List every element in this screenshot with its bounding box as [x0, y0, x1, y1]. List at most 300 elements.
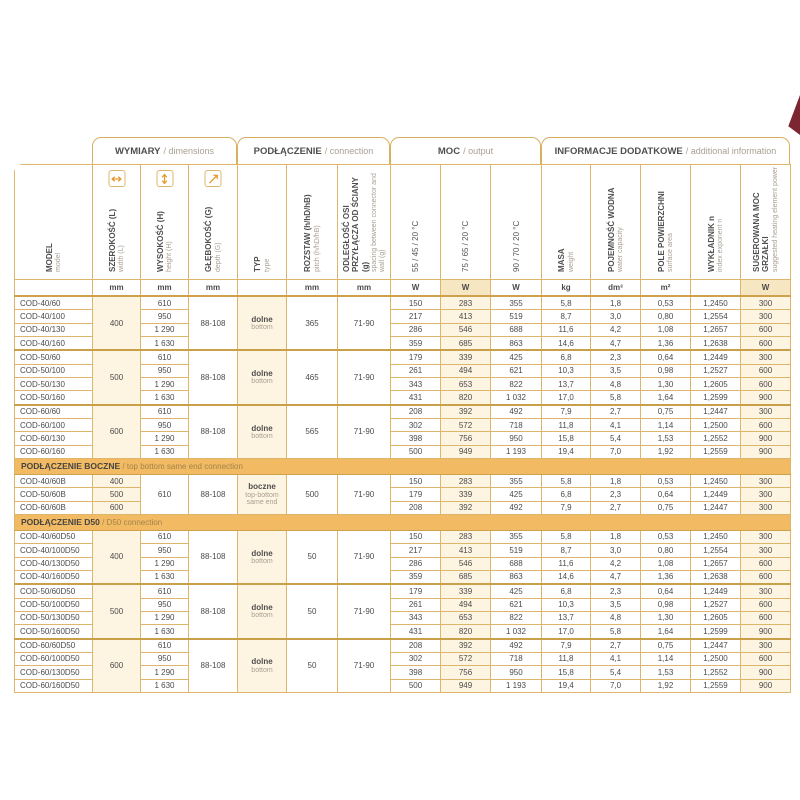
value-cell: 11,6 — [542, 323, 591, 336]
value-cell: 179 — [391, 350, 441, 364]
model-cell: COD-60/60 — [15, 405, 93, 419]
model-cell: COD-50/130D50 — [15, 611, 93, 624]
type-cell: dolne bottom — [238, 405, 287, 459]
model-cell: COD-40/100D50 — [15, 544, 93, 557]
width-cell: 600 — [93, 405, 141, 459]
group-header-output — [390, 137, 541, 164]
height-cell: 1 630 — [141, 570, 189, 584]
value-cell: 8,7 — [542, 310, 591, 323]
value-cell: 0,80 — [641, 310, 691, 323]
value-cell: 494 — [441, 598, 491, 611]
rotated-header-text: POJEMNOŚĆ WODNA water capacity — [606, 187, 625, 272]
group-subtitle: / dimensions — [163, 146, 215, 156]
value-cell: 1,2449 — [691, 350, 741, 364]
height-cell: 610 — [141, 584, 189, 598]
value-cell: 500 — [391, 445, 441, 458]
height-cell: 610 — [141, 474, 189, 514]
value-cell: 492 — [491, 639, 542, 653]
group-header-connection — [237, 137, 390, 164]
value-cell: 950 — [491, 666, 542, 679]
height-cell: 950 — [141, 544, 189, 557]
model-cell: COD-50/100D50 — [15, 598, 93, 611]
unit-cell-width: mm — [93, 280, 141, 297]
value-cell: 685 — [441, 336, 491, 350]
model-cell: COD-40/160D50 — [15, 570, 93, 584]
section-band-row — [15, 458, 791, 474]
value-cell: 5,8 — [591, 391, 641, 405]
rotated-header-text: MASA weight — [557, 248, 575, 272]
value-cell: 7,9 — [542, 639, 591, 653]
section-band: PODŁĄCZENIE D50 / D50 connection — [15, 514, 791, 530]
value-cell: 283 — [441, 530, 491, 543]
value-cell: 11,8 — [542, 652, 591, 665]
value-cell: 5,8 — [542, 296, 591, 310]
value-cell: 2,7 — [591, 405, 641, 419]
table-row — [15, 296, 791, 310]
value-cell: 1,2500 — [691, 652, 741, 665]
type-cell: boczne top-bottom same end — [238, 474, 287, 514]
value-cell: 4,1 — [591, 652, 641, 665]
value-cell: 300 — [741, 639, 791, 653]
type-cell: dolne bottom — [238, 530, 287, 584]
value-cell: 1,08 — [641, 557, 691, 570]
value-cell: 150 — [391, 474, 441, 487]
value-cell: 300 — [741, 310, 791, 323]
unit-cell-heater: W — [741, 280, 791, 297]
model-cell: COD-60/160D50 — [15, 679, 93, 692]
spacing-cell: 71-90 — [338, 405, 391, 459]
height-cell: 1 630 — [141, 391, 189, 405]
pitch-cell: 565 — [287, 405, 338, 459]
value-cell: 413 — [441, 310, 491, 323]
value-cell: 300 — [741, 405, 791, 419]
value-cell: 1,2447 — [691, 405, 741, 419]
value-cell: 179 — [391, 488, 441, 501]
model-cell: COD-50/60B — [15, 488, 93, 501]
width-cell: 600 — [93, 501, 141, 514]
value-cell: 0,53 — [641, 474, 691, 487]
units-row — [15, 280, 791, 297]
value-cell: 3,0 — [591, 310, 641, 323]
value-cell: 2,7 — [591, 639, 641, 653]
value-cell: 208 — [391, 639, 441, 653]
value-cell: 208 — [391, 405, 441, 419]
group-header-dimensions — [92, 137, 237, 164]
column-header-area — [641, 165, 691, 280]
value-cell: 261 — [391, 364, 441, 377]
value-cell: 1,53 — [641, 666, 691, 679]
column-header-depth — [189, 165, 238, 280]
value-cell: 11,6 — [542, 557, 591, 570]
value-cell: 0,75 — [641, 501, 691, 514]
rotated-header-text: GŁĘBOKOŚĆ (G) depth (G) — [204, 206, 222, 272]
value-cell: 718 — [491, 418, 542, 431]
group-title: MOC — [437, 145, 461, 157]
value-cell: 217 — [391, 544, 441, 557]
value-cell: 5,4 — [591, 666, 641, 679]
value-cell: 1,2527 — [691, 364, 741, 377]
value-cell: 900 — [741, 666, 791, 679]
unit-cell-pitch: mm — [287, 280, 338, 297]
value-cell: 653 — [441, 611, 491, 624]
value-cell: 863 — [491, 570, 542, 584]
group-title: INFORMACJE DODATKOWE — [554, 145, 683, 157]
column-header-t55 — [391, 165, 441, 280]
value-cell: 355 — [491, 296, 542, 310]
value-cell: 431 — [391, 391, 441, 405]
model-cell: COD-60/60D50 — [15, 639, 93, 653]
value-cell: 822 — [491, 377, 542, 390]
value-cell: 339 — [441, 488, 491, 501]
height-cell: 950 — [141, 310, 189, 323]
value-cell: 900 — [741, 445, 791, 458]
height-cell: 610 — [141, 350, 189, 364]
pitch-cell: 365 — [287, 296, 338, 350]
unit-cell-depth: mm — [189, 280, 238, 297]
value-cell: 302 — [391, 418, 441, 431]
value-cell: 14,6 — [542, 570, 591, 584]
group-subtitle: / connection — [324, 146, 374, 156]
height-cell: 950 — [141, 418, 189, 431]
rotated-header-text: MODEL model — [44, 243, 63, 272]
value-cell: 863 — [491, 336, 542, 350]
rotated-header-text: WYKŁADNIK n index exponent n — [706, 216, 725, 272]
value-cell: 1,2500 — [691, 418, 741, 431]
value-cell: 2,3 — [591, 584, 641, 598]
height-cell: 610 — [141, 405, 189, 419]
value-cell: 1,2554 — [691, 310, 741, 323]
width-cell: 400 — [93, 474, 141, 487]
value-cell: 494 — [441, 364, 491, 377]
spec-table — [14, 164, 791, 693]
value-cell: 0,98 — [641, 364, 691, 377]
value-cell: 300 — [741, 350, 791, 364]
height-cell: 1 290 — [141, 432, 189, 445]
value-cell: 425 — [491, 584, 542, 598]
table-row — [15, 501, 791, 514]
value-cell: 600 — [741, 598, 791, 611]
height-cell: 950 — [141, 598, 189, 611]
value-cell: 1,2527 — [691, 598, 741, 611]
model-cell: COD-60/130D50 — [15, 666, 93, 679]
depth-cell: 88-108 — [189, 350, 238, 404]
value-cell: 4,7 — [591, 570, 641, 584]
unit-cell-t90: W — [491, 280, 542, 297]
value-cell: 600 — [741, 377, 791, 390]
unit-cell-type — [238, 280, 287, 297]
value-cell: 546 — [441, 323, 491, 336]
model-cell: COD-40/130D50 — [15, 557, 93, 570]
value-cell: 822 — [491, 611, 542, 624]
column-header-spacing — [338, 165, 391, 280]
value-cell: 492 — [491, 405, 542, 419]
value-cell: 1,92 — [641, 679, 691, 692]
value-cell: 14,6 — [542, 336, 591, 350]
value-cell: 600 — [741, 323, 791, 336]
value-cell: 621 — [491, 364, 542, 377]
width-cell: 500 — [93, 584, 141, 638]
value-cell: 500 — [391, 679, 441, 692]
value-cell: 8,7 — [542, 544, 591, 557]
value-cell: 4,8 — [591, 611, 641, 624]
value-cell: 0,98 — [641, 598, 691, 611]
group-subtitle: / output — [463, 146, 494, 156]
value-cell: 1,14 — [641, 652, 691, 665]
value-cell: 13,7 — [542, 611, 591, 624]
pitch-cell: 465 — [287, 350, 338, 404]
value-cell: 900 — [741, 432, 791, 445]
height-cell: 1 290 — [141, 557, 189, 570]
value-cell: 7,0 — [591, 679, 641, 692]
column-header-model — [15, 165, 93, 280]
value-cell: 1,64 — [641, 625, 691, 639]
value-cell: 1,2447 — [691, 639, 741, 653]
spacing-cell: 71-90 — [338, 584, 391, 638]
value-cell: 359 — [391, 336, 441, 350]
rotated-header-text: SZEROKOŚĆ (L) width (L) — [107, 208, 126, 272]
type-cell: dolne bottom — [238, 350, 287, 404]
value-cell: 300 — [741, 296, 791, 310]
width-cell: 400 — [93, 530, 141, 584]
value-cell: 718 — [491, 652, 542, 665]
model-cell: COD-40/60D50 — [15, 530, 93, 543]
section-band: PODŁĄCZENIE BOCZNE / top bottom same end connection — [15, 458, 791, 474]
value-cell: 572 — [441, 418, 491, 431]
depth-arrow-icon — [205, 170, 222, 187]
value-cell: 900 — [741, 625, 791, 639]
value-cell: 4,2 — [591, 557, 641, 570]
value-cell: 300 — [741, 474, 791, 487]
value-cell: 1,2638 — [691, 570, 741, 584]
model-cell: COD-50/160 — [15, 391, 93, 405]
unit-cell-exponent — [691, 280, 741, 297]
rotated-header-text: 90 / 70 / 20 °C — [511, 220, 521, 272]
value-cell: 688 — [491, 557, 542, 570]
unit-cell-t75: W — [441, 280, 491, 297]
value-cell: 0,53 — [641, 530, 691, 543]
value-cell: 1,14 — [641, 418, 691, 431]
value-cell: 3,5 — [591, 364, 641, 377]
model-cell: COD-50/100 — [15, 364, 93, 377]
value-cell: 1,2657 — [691, 323, 741, 336]
value-cell: 688 — [491, 323, 542, 336]
value-cell: 17,0 — [542, 625, 591, 639]
value-cell: 546 — [441, 557, 491, 570]
value-cell: 653 — [441, 377, 491, 390]
value-cell: 0,75 — [641, 405, 691, 419]
value-cell: 179 — [391, 584, 441, 598]
column-header-width — [93, 165, 141, 280]
value-cell: 1,2599 — [691, 625, 741, 639]
value-cell: 600 — [741, 418, 791, 431]
value-cell: 2,3 — [591, 488, 641, 501]
height-cell: 1 290 — [141, 323, 189, 336]
table-row — [15, 488, 791, 501]
value-cell: 1,2559 — [691, 679, 741, 692]
value-cell: 0,75 — [641, 639, 691, 653]
value-cell: 300 — [741, 501, 791, 514]
model-cell: COD-60/100D50 — [15, 652, 93, 665]
value-cell: 1,2449 — [691, 488, 741, 501]
value-cell: 7,9 — [542, 405, 591, 419]
value-cell: 13,7 — [542, 377, 591, 390]
value-cell: 1,2657 — [691, 557, 741, 570]
column-header-exponent — [691, 165, 741, 280]
table-group-header-band — [14, 137, 790, 165]
value-cell: 756 — [441, 666, 491, 679]
height-cell: 610 — [141, 530, 189, 543]
pitch-cell: 50 — [287, 530, 338, 584]
height-cell: 1 630 — [141, 679, 189, 692]
model-cell: COD-40/60 — [15, 296, 93, 310]
value-cell: 949 — [441, 679, 491, 692]
value-cell: 1,2559 — [691, 445, 741, 458]
pitch-cell: 50 — [287, 584, 338, 638]
value-cell: 1,2552 — [691, 666, 741, 679]
height-cell: 610 — [141, 639, 189, 653]
value-cell: 283 — [441, 296, 491, 310]
group-title: WYMIARY — [114, 145, 161, 157]
height-cell: 950 — [141, 364, 189, 377]
value-cell: 355 — [491, 474, 542, 487]
pitch-cell: 50 — [287, 639, 338, 693]
column-header-heater — [741, 165, 791, 280]
width-arrow-icon — [108, 170, 125, 187]
value-cell: 286 — [391, 557, 441, 570]
value-cell: 7,0 — [591, 445, 641, 458]
value-cell: 1,30 — [641, 611, 691, 624]
rotated-header-text: WYSOKOŚĆ (H) height (H) — [155, 211, 174, 272]
value-cell: 6,8 — [542, 488, 591, 501]
column-header-t75 — [441, 165, 491, 280]
width-cell: 400 — [93, 296, 141, 350]
value-cell: 3,0 — [591, 544, 641, 557]
value-cell: 208 — [391, 501, 441, 514]
height-cell: 1 630 — [141, 336, 189, 350]
value-cell: 1,2599 — [691, 391, 741, 405]
height-cell: 950 — [141, 652, 189, 665]
depth-cell: 88-108 — [189, 296, 238, 350]
value-cell: 600 — [741, 364, 791, 377]
value-cell: 15,8 — [542, 432, 591, 445]
depth-cell: 88-108 — [189, 474, 238, 514]
value-cell: 820 — [441, 625, 491, 639]
group-title: PODŁĄCZENIE — [253, 145, 322, 157]
value-cell: 0,53 — [641, 296, 691, 310]
unit-cell-height: mm — [141, 280, 189, 297]
value-cell: 1,2450 — [691, 474, 741, 487]
table-row — [15, 584, 791, 598]
model-cell: COD-50/60D50 — [15, 584, 93, 598]
value-cell: 19,4 — [542, 445, 591, 458]
height-cell: 610 — [141, 296, 189, 310]
value-cell: 286 — [391, 323, 441, 336]
value-cell: 300 — [741, 584, 791, 598]
model-cell: COD-50/60 — [15, 350, 93, 364]
value-cell: 10,3 — [542, 364, 591, 377]
value-cell: 519 — [491, 544, 542, 557]
spacing-cell: 71-90 — [338, 350, 391, 404]
value-cell: 3,5 — [591, 598, 641, 611]
type-cell: dolne bottom — [238, 639, 287, 693]
model-cell: COD-40/60B — [15, 474, 93, 487]
value-cell: 600 — [741, 570, 791, 584]
value-cell: 1,64 — [641, 391, 691, 405]
value-cell: 392 — [441, 501, 491, 514]
value-cell: 6,8 — [542, 584, 591, 598]
value-cell: 2,7 — [591, 501, 641, 514]
value-cell: 19,4 — [542, 679, 591, 692]
column-header-pitch — [287, 165, 338, 280]
value-cell: 302 — [391, 652, 441, 665]
value-cell: 5,8 — [542, 474, 591, 487]
value-cell: 949 — [441, 445, 491, 458]
depth-cell: 88-108 — [189, 405, 238, 459]
model-cell: COD-50/130 — [15, 377, 93, 390]
value-cell: 4,2 — [591, 323, 641, 336]
depth-cell: 88-108 — [189, 530, 238, 584]
value-cell: 1,8 — [591, 530, 641, 543]
type-cell: dolne bottom — [238, 296, 287, 350]
column-header-height — [141, 165, 189, 280]
model-cell: COD-60/60B — [15, 501, 93, 514]
rotated-header-text: SUGEROWANA MOC GRZAŁKI suggested heating element power — [752, 166, 779, 272]
value-cell: 398 — [391, 432, 441, 445]
model-cell: COD-60/100 — [15, 418, 93, 431]
value-cell: 1,2449 — [691, 584, 741, 598]
unit-cell-mass: kg — [542, 280, 591, 297]
value-cell: 820 — [441, 391, 491, 405]
section-band-row — [15, 514, 791, 530]
value-cell: 1,36 — [641, 570, 691, 584]
value-cell: 343 — [391, 611, 441, 624]
value-cell: 1,08 — [641, 323, 691, 336]
width-cell: 600 — [93, 639, 141, 693]
value-cell: 621 — [491, 598, 542, 611]
unit-cell-t55: W — [391, 280, 441, 297]
value-cell: 685 — [441, 570, 491, 584]
value-cell: 600 — [741, 611, 791, 624]
value-cell: 2,3 — [591, 350, 641, 364]
table-row — [15, 530, 791, 543]
spacing-cell: 71-90 — [338, 296, 391, 350]
value-cell: 425 — [491, 488, 542, 501]
model-cell: COD-50/160D50 — [15, 625, 93, 639]
depth-cell: 88-108 — [189, 639, 238, 693]
column-header-capacity — [591, 165, 641, 280]
value-cell: 1,2605 — [691, 377, 741, 390]
value-cell: 4,1 — [591, 418, 641, 431]
value-cell: 300 — [741, 530, 791, 543]
model-cell: COD-40/130 — [15, 323, 93, 336]
value-cell: 343 — [391, 377, 441, 390]
value-cell: 600 — [741, 557, 791, 570]
rotated-header-text: ROZSTAW (h/hD/hB) pitch (h/hD/hB) — [303, 194, 321, 272]
column-header-type — [238, 165, 287, 280]
value-cell: 1,2638 — [691, 336, 741, 350]
value-cell: 600 — [741, 336, 791, 350]
value-cell: 150 — [391, 296, 441, 310]
value-cell: 300 — [741, 544, 791, 557]
value-cell: 6,8 — [542, 350, 591, 364]
table-row — [15, 639, 791, 653]
value-cell: 492 — [491, 501, 542, 514]
value-cell: 150 — [391, 530, 441, 543]
spec-table-wrapper — [14, 164, 791, 693]
table-row — [15, 350, 791, 364]
spacing-cell: 71-90 — [338, 474, 391, 514]
model-cell: COD-40/160 — [15, 336, 93, 350]
